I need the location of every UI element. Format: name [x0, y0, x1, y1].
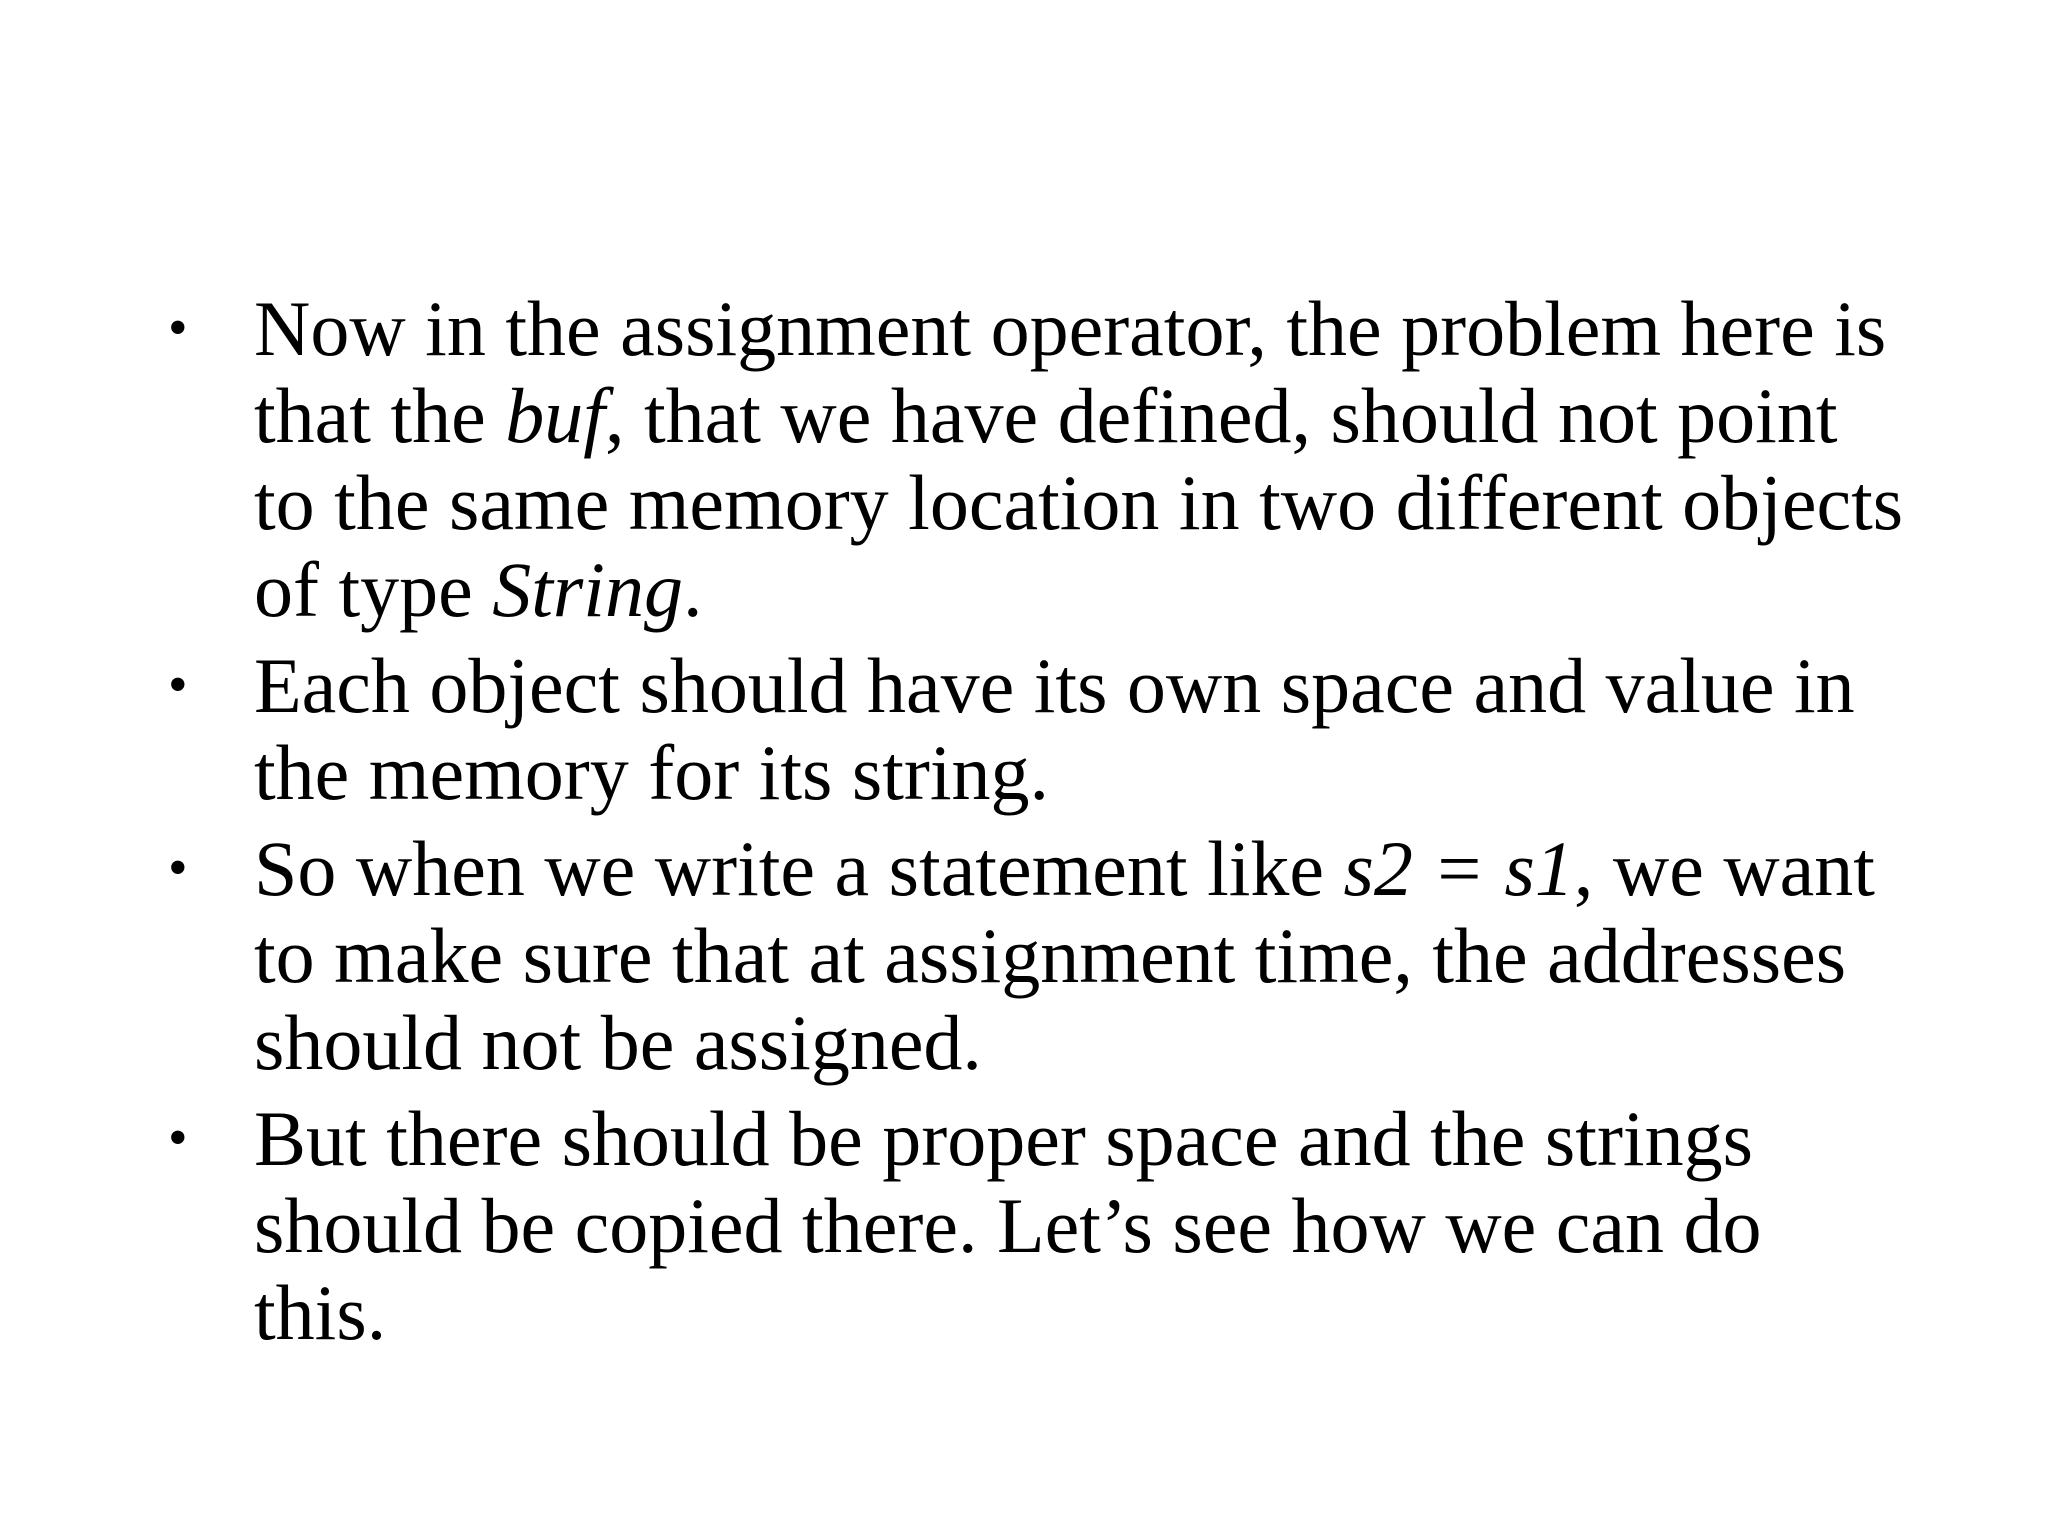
bullet-text — [254, 825, 1875, 1086]
bullet-text — [254, 1095, 1762, 1356]
italic-term-string: String — [492, 546, 683, 633]
bullet-marker-icon: • — [168, 297, 188, 359]
bullet-item-1 — [168, 285, 1908, 633]
text-segment: Now in the assignment operator, the problem here is that the — [254, 285, 1887, 459]
bullet-text — [254, 285, 1903, 633]
bullet-marker-icon: • — [168, 1107, 188, 1169]
bullet-marker-icon: • — [168, 654, 188, 716]
bullet-item-4 — [168, 1095, 1908, 1356]
text-segment: But there should be proper space and the strings should be copied there. Let’s see how we can do this. — [254, 1095, 1762, 1356]
text-segment: . — [682, 546, 703, 633]
italic-term-buf: buf — [505, 372, 605, 459]
bullet-text — [254, 642, 1855, 816]
text-segment: So when we write a statement like — [254, 825, 1344, 912]
bullet-item-2 — [168, 642, 1908, 816]
bullet-list — [168, 285, 1908, 1365]
text-segment: Each object should have its own space and value in the memory for its string. — [254, 642, 1855, 816]
text-segment: , we want to make sure that at assignment time, the addresses should not be assigned. — [254, 825, 1875, 1086]
bullet-marker-icon: • — [168, 837, 188, 899]
text-segment: , that we have defined, should not point to the same memory location in two different objects of type — [254, 372, 1904, 633]
bullet-item-3 — [168, 825, 1908, 1086]
italic-statement: s2 = s1 — [1343, 825, 1574, 912]
